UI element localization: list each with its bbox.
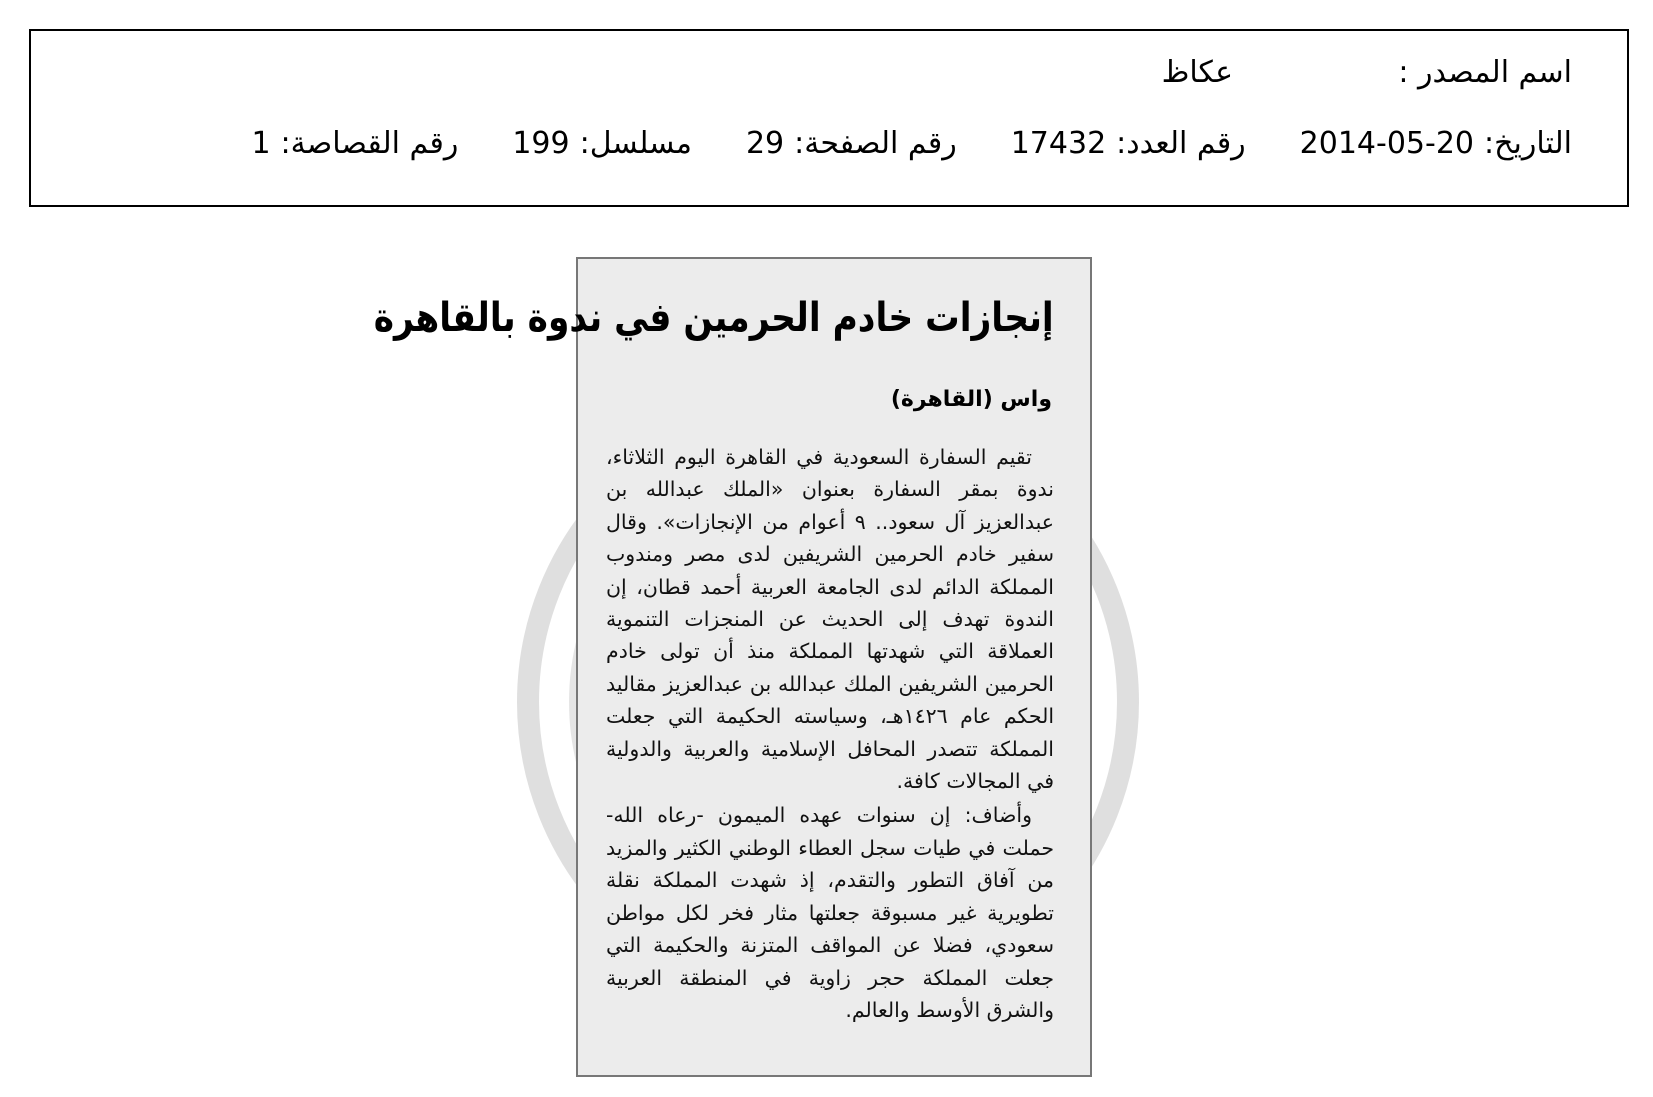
serial-field [512, 126, 692, 161]
issue-value: 17432 [1010, 126, 1107, 161]
source-value: عكاظ [1161, 55, 1233, 90]
page-field [745, 126, 957, 161]
source-label: اسم المصدر : [1398, 55, 1572, 90]
issue-field [1010, 126, 1246, 161]
serial-value: 199 [512, 126, 570, 161]
issue-label: رقم العدد: [1116, 126, 1246, 161]
source-header [29, 29, 1629, 207]
clip-number-value: 1 [251, 126, 271, 161]
newspaper-clipping-area [373, 232, 1124, 1082]
serial-label: مسلسل: [579, 126, 692, 161]
page-label: رقم الصفحة: [794, 126, 957, 161]
article-headline: إنجازات خادم الحرمين في ندوة بالقاهرة [373, 295, 1054, 341]
page-value: 29 [745, 126, 785, 161]
date-field [1299, 126, 1572, 161]
article-byline: واس (القاهرة) [890, 387, 1052, 412]
article-clipping [373, 257, 1092, 1077]
clip-number-field [251, 126, 459, 161]
article-body [606, 441, 1054, 1026]
date-label: التاريخ: [1484, 126, 1572, 161]
article-paragraph-1: تقيم السفارة السعودية في القاهرة اليوم الثلاثاء، ندوة بمقر السفارة بعنوان «الملك عبدالله بن عبدالعزيز آل سعود.. ٩ أعوام من الإنجازات». وقال سفير خادم الحرمين الشريفين لدى مصر ومندوب المملكة الدائم لدى الجامعة العربية أحمد قطان، إن الندوة تهدف إلى الحديث عن المنجزات التنموية العملاقة التي شهدتها المملكة منذ أن تولى خادم الحرمين الشريفين الملك عبدالله بن عبدالعزيز مقاليد الحكم عام ١٤٢٦هـ، وسياسته الحكيمة التي جعلت المملكة تتصدر المحافل الإسلامية والعربية والدولية في المجالات كافة. [606, 445, 1055, 794]
article-paragraph-2: وأضاف: إن سنوات عهده الميمون -رعاه الله- حملت في طيات سجل العطاء الوطني الكثير والمزيد من آفاق التطور والتقدم، إذ شهدت المملكة نقلة تطويرية غير مسبوقة جعلتها مثار فخر لكل مواطن سعودي، فضلا عن المواقف المتزنة والحكيمة التي جعلت المملكة حجر زاوية في المنطقة العربية والشرق الأوسط والعالم. [606, 803, 1054, 1022]
clip-number-label: رقم القصاصة: [280, 126, 459, 161]
metadata-row [251, 126, 1572, 161]
date-value: 2014-05-20 [1299, 126, 1475, 161]
